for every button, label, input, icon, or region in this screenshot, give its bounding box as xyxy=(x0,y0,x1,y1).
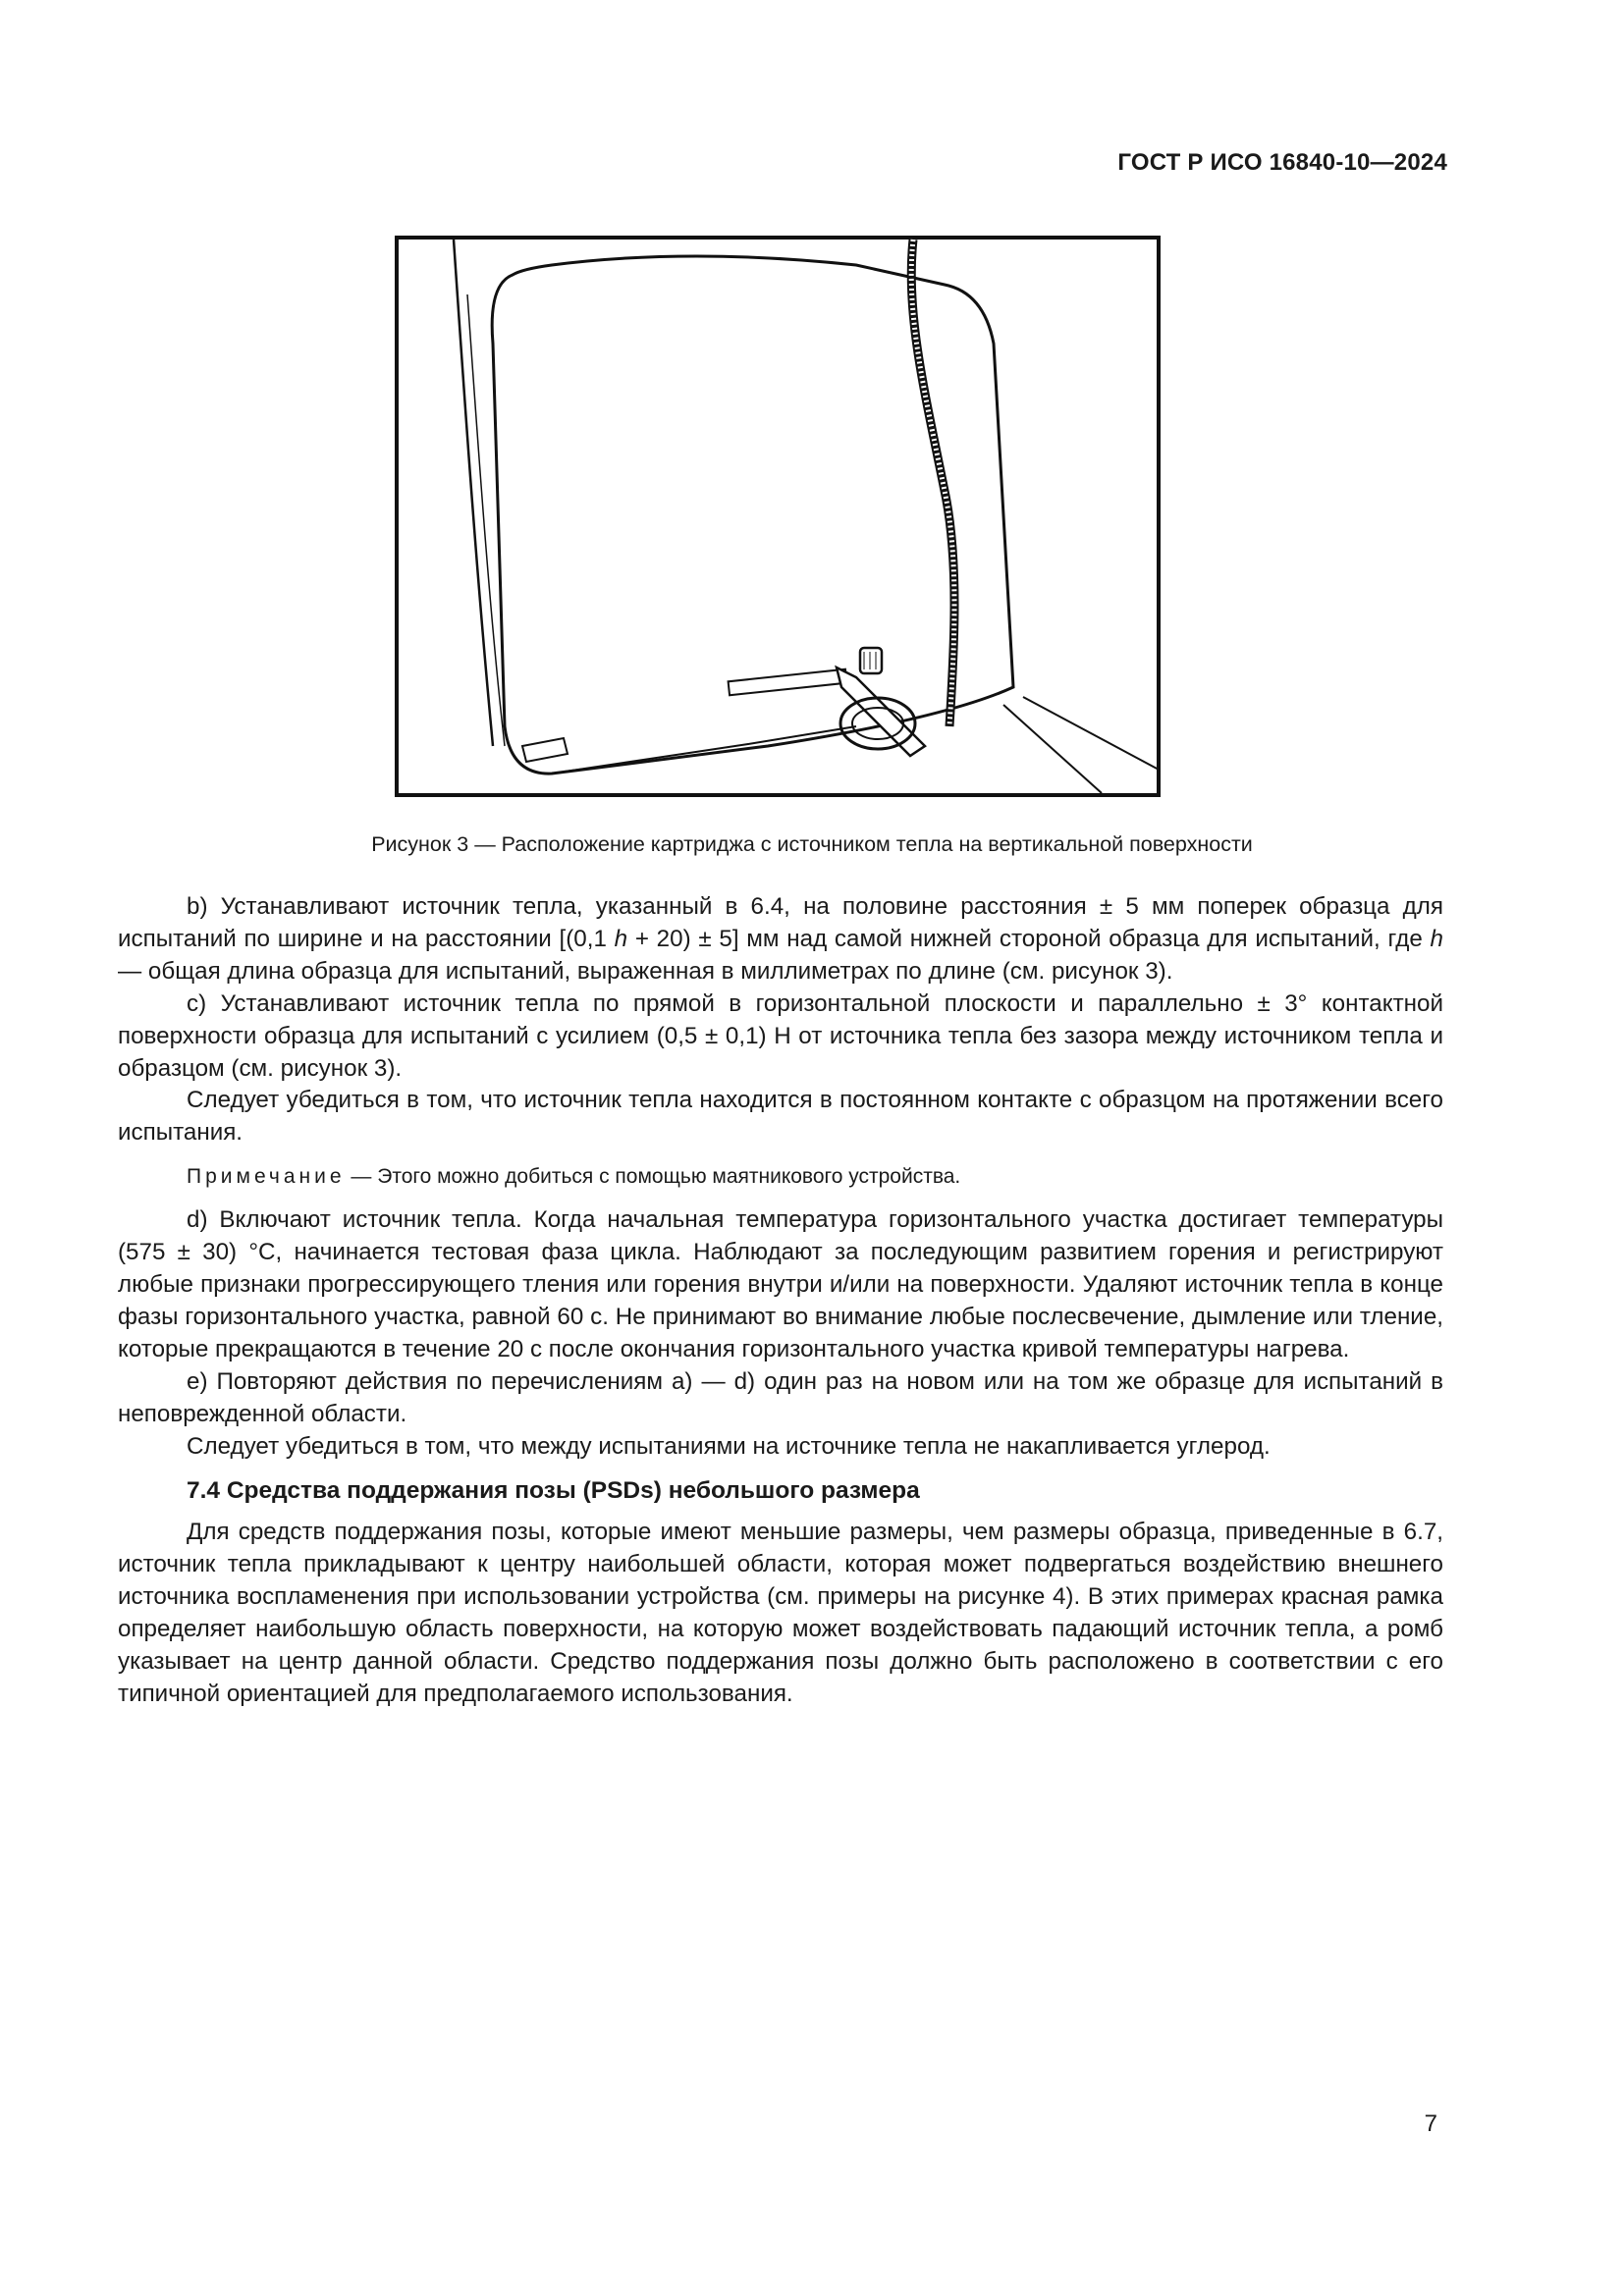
item-e: e) Повторяют действия по перечислениям а) — d) один раз на новом или на том же образце для испытаний в неповрежденной области. xyxy=(118,1367,1443,1427)
item-b: b) Устанавливают источник тепла, указанный в 6.4, на половине расстояния ± 5 мм поперек образца для испытаний по ширине и на расстоянии [(0,1 h + 20) ± 5] мм над самой нижней стороной образца для испытаний, где h — общая длина образца для испытаний, выраженная в миллиметрах по длине (см. рисунок 3). xyxy=(118,893,1443,985)
item-d: d) Включают источник тепла. Когда начальная температура горизонтального участка достигает температуры (575 ± 30) °С, начинается тестовая фаза цикла. Наблюдают за последующим развитием горения и регистрируют любые признаки прогрессирующего тления или горения внутри и/или на поверхности. Удаляют источник тепла в конце фазы горизонтального участка, равной 60 с. Не принимают во внимание любые послесвечение, дымление или тление, которые прекращаются в течение 20 с после окончания горизонтального участка кривой температуры нагрева. xyxy=(118,1206,1443,1362)
figure-frame xyxy=(397,238,1159,795)
item-c: c) Устанавливают источник тепла по прямой в горизонтальной плоскости и параллельно ± 3° контактной поверхности образца для испытаний с усилием (0,5 ± 0,1) Н от источника тепла без зазора между источником тепла и образцом (см. рисунок 3). xyxy=(118,989,1443,1082)
section-heading: 7.4 Средства поддержания позы (PSDs) небольшого размера xyxy=(187,1476,920,1504)
item-c-follow: Следует убедиться в том, что источник тепла находится в постоянном контакте с образцом на протяжении всего испытания. xyxy=(118,1087,1443,1147)
specimen-cushion xyxy=(492,256,1013,774)
body-text xyxy=(118,891,1443,1711)
section-paragraph: Для средств поддержания позы, которые имеют меньшие размеры, чем размеры образца, приведенные в 6.7, источник тепла прикладывают к центру наибольшей области, которая может подвергаться воздействию внешнего источника воспламенения при использовании устройства (см. примеры на рисунке 4). В этих примерах красная рамка определяет наибольшую область поверхности, на которую может воздействовать падающий источник тепла, а ромб указывает на центр данной области. Средство поддержания позы должно быть расположено в соответствии с его типичной ориентацией для предполагаемого использования. xyxy=(118,1519,1443,1707)
wall-edge xyxy=(454,240,493,746)
document-number: ГОСТ Р ИСО 16840-10—2024 xyxy=(1117,149,1447,176)
page-number: 7 xyxy=(1424,2110,1437,2137)
cable xyxy=(911,240,954,726)
heat-source-rod xyxy=(729,669,847,695)
figure-caption: Рисунок 3 — Расположение картриджа с источником тепла на вертикальной поверхности xyxy=(371,832,1253,856)
note: Примечание — Этого можно добиться с помощью маятникового устройства. xyxy=(187,1165,961,1189)
item-e-follow: Следует убедиться в том, что между испытаниями на источнике тепла не накапливается углерод. xyxy=(187,1432,1271,1460)
note-label: Примечание xyxy=(187,1165,346,1189)
figure-3-drawing xyxy=(395,236,1161,797)
adjust-knob xyxy=(860,648,882,673)
